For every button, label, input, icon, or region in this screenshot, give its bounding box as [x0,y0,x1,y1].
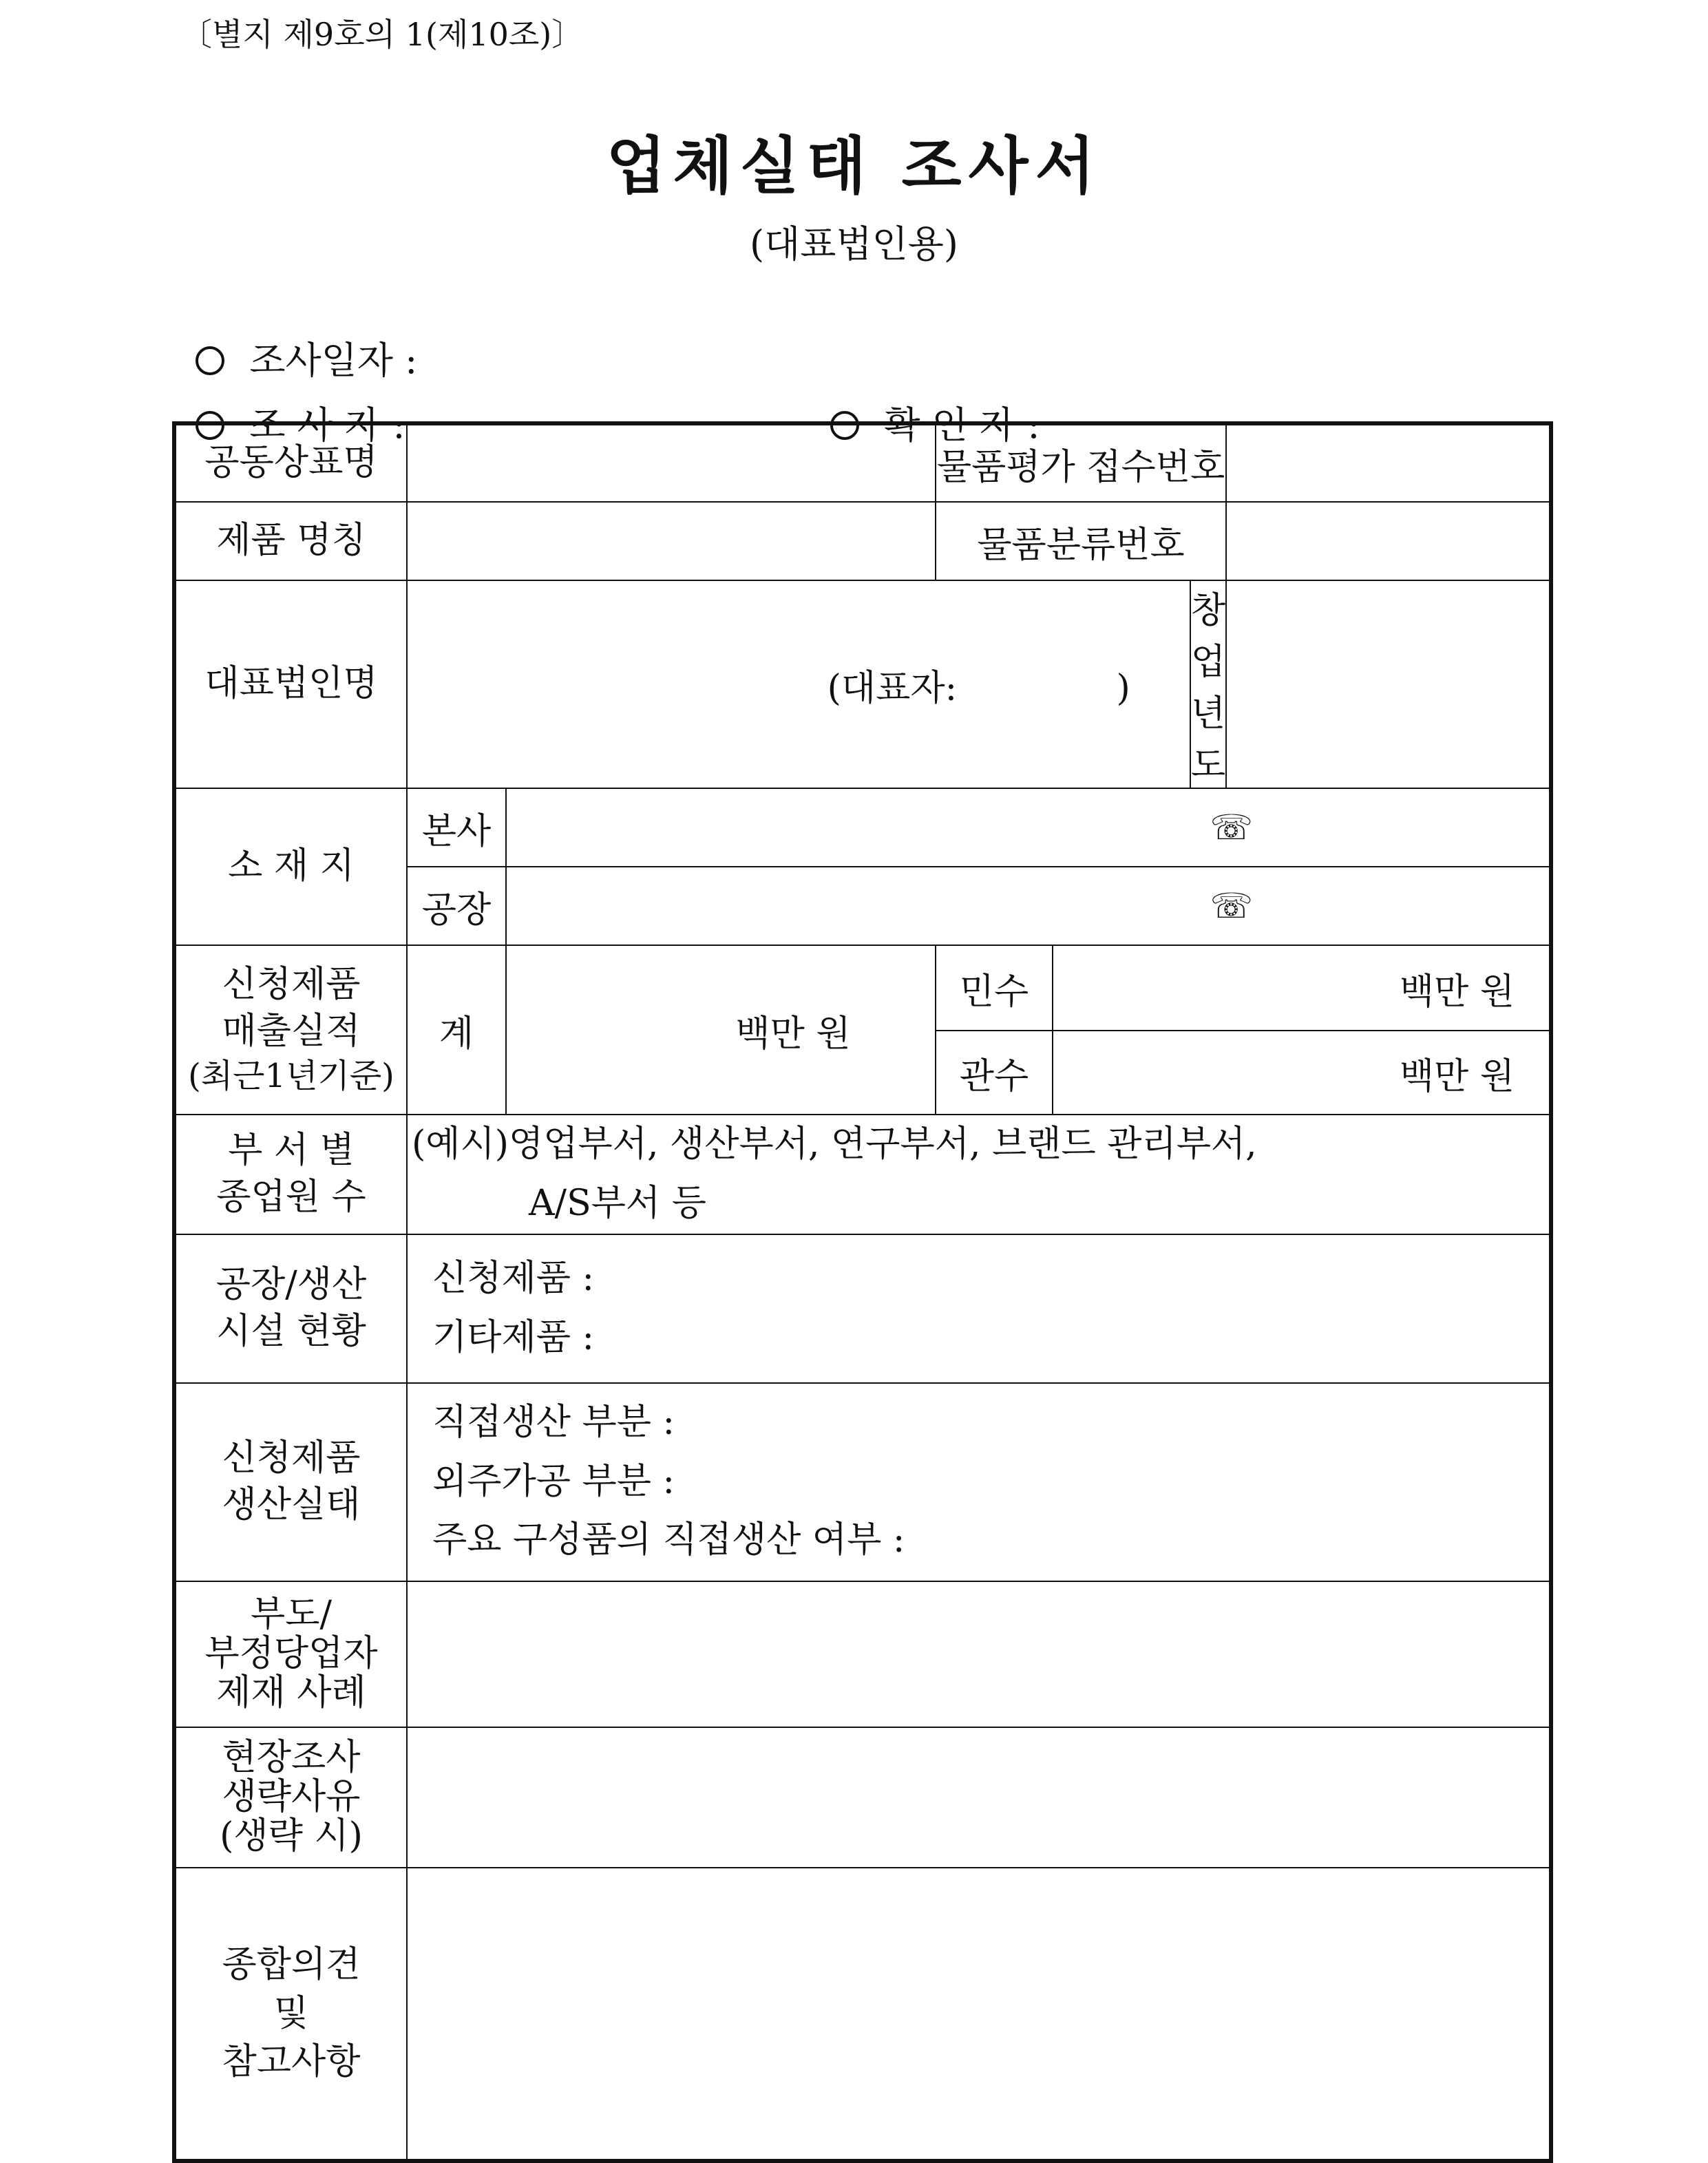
employees-example-line-2: A/S부서 등 [529,1182,706,1224]
facility-status-label: 공장/생산 시설 현황 [174,1234,407,1383]
corporation-name-label: 대표법인명 [174,580,407,788]
public-sales-label: 관수 [936,1031,1053,1115]
private-sales-value[interactable] [1053,945,1551,1031]
brand-name-value[interactable] [407,423,936,502]
private-sales-unit: 백만 원 [1399,971,1515,1013]
production-status-value[interactable] [407,1383,1551,1581]
public-sales-unit: 백만 원 [1399,1055,1515,1097]
facility-other-product: 기타제품 : [432,1316,594,1358]
employees-example-line-1: (예시)영업부서, 생산부서, 연구부서, 브랜드 관리부서, [412,1123,1257,1165]
receipt-number-value[interactable] [1226,423,1551,502]
product-name-label: 제품 명칭 [174,502,407,580]
sales-performance-label: 신청제품 매출실적 (최근1년기준) [174,945,407,1115]
survey-date-label: 조사일자 : [249,339,418,382]
factory-address-value[interactable] [506,867,1551,945]
classification-number-label: 물품분류번호 [936,502,1226,580]
sanction-cases-value[interactable] [407,1581,1551,1727]
production-status-label: 신청제품 생산실태 [174,1383,407,1581]
sales-total-unit: 백만 원 [735,1013,851,1055]
survey-form-table [172,421,1553,2163]
representative-label: (대표자: ) [827,667,1130,709]
employees-by-department-value[interactable] [407,1115,1551,1234]
private-sales-label: 민수 [936,945,1053,1031]
employees-by-department-label: 부 서 별 종업원 수 [174,1115,407,1234]
sales-total-value[interactable] [506,945,936,1115]
brand-name-label: 공동상표명 [174,423,407,502]
classification-number-value[interactable] [1226,502,1551,580]
headquarters-address-value[interactable] [506,788,1551,867]
public-sales-value[interactable] [1053,1031,1551,1115]
sales-total-label: 계 [407,945,506,1115]
skip-reason-label: 현장조사 생략사유 (생략 시) [174,1727,407,1868]
telephone-icon: ☏ [1210,808,1254,847]
overall-opinion-label: 종합의견 및 참고사항 [174,1868,407,2161]
sanction-cases-label: 부도/ 부정당업자 제재 사례 [174,1581,407,1727]
founding-year-label: 창업년도 [1190,581,1225,788]
confirmer-label: 확 인 자 : [884,403,1040,447]
founding-year-value[interactable] [1226,580,1551,788]
factory-label: 공장 [407,867,506,945]
page-title: 업체실태 조사서 [606,129,1102,202]
corp-row-inner [408,581,1225,788]
page-subtitle: (대표법인용) [750,222,958,266]
overall-opinion-value[interactable] [407,1868,1551,2161]
inspector-label: 조 사 자 : [249,403,405,447]
form-reference: 〔별지 제9호의 1(제10조)〕 [180,16,584,53]
receipt-number-label: 물품평가 접수번호 [936,423,1226,502]
telephone-icon: ☏ [1210,886,1254,926]
headquarters-label: 본사 [407,788,506,867]
direct-production-line: 직접생산 부분 : [432,1401,675,1443]
facility-status-value[interactable] [407,1234,1551,1383]
outsourced-processing-line: 외주가공 부분 : [432,1460,675,1502]
product-name-value[interactable] [407,502,936,580]
facility-applied-product: 신청제품 : [432,1257,594,1299]
corporation-name-value[interactable] [407,580,1226,788]
location-label: 소 재 지 [174,788,407,945]
key-component-production-line: 주요 구성품의 직접생산 여부 : [432,1519,905,1561]
skip-reason-value[interactable] [407,1727,1551,1868]
